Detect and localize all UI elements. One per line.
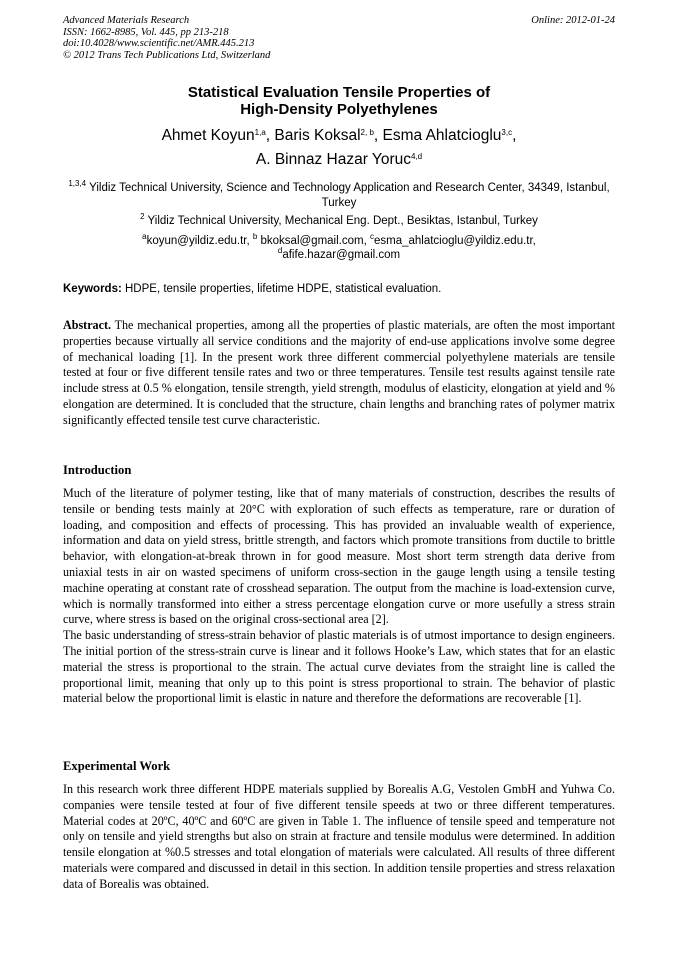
author-name: Ahmet Koyun bbox=[161, 127, 255, 144]
email-mark: a bbox=[142, 231, 147, 241]
affiliation-mark: 2 bbox=[140, 212, 145, 221]
paragraph: Much of the literature of polymer testing, like that of many materials of construction, describes the results of tensile or bending tests mainly at 20°C with exploration of such effects as temperature, rare or duration of loading, and composition and effects of processing. This has provided an invaluable wealth of experience, information and data on yield stress, brittle strength, and factors which promote transitions from ductile to brittle behavior, with elongation-at-break thrown in for good measure. Most short term strength data derive from uniaxial tests in air on wasted specimens of uniform cross-section in the gauge length using a tensile testing machine operating at constant rate of crosshead separation. The output from the machine is load-extension curve, which is normally transformed into either a stress percentage elongation curve or more usefully a stress strain curve, where stress is based on the original cross-sectional area [2]. bbox=[63, 486, 615, 627]
email-mark: b bbox=[252, 231, 258, 241]
email-address: koyun@yildiz.edu.tr, bbox=[146, 234, 253, 247]
author-separator: , bbox=[373, 127, 383, 144]
journal-header bbox=[63, 15, 615, 61]
email-mark: c bbox=[369, 231, 374, 241]
author-name: Baris Koksal bbox=[274, 127, 361, 144]
abstract-label: Abstract. bbox=[63, 318, 112, 332]
affiliation-text: Yildiz Technical University, Mechanical Eng. Dept., Besiktas, Istanbul, Turkey bbox=[144, 215, 538, 227]
author-emails bbox=[63, 231, 615, 262]
email-address: bkoksal@gmail.com, bbox=[257, 234, 370, 247]
email-address: esma_ahlatcioglu@yildiz.edu.tr, bbox=[373, 234, 536, 247]
paragraph: In this research work three different HDPE materials supplied by Borealis A.G, Vestolen GmbH and Yuhwa Co. companies were tensile tested at four of five different tensile speeds at two or three different temperatures. Material codes at 20ºC, 40ºC and 60ºC are given in Table 1. The influence of tensile speed and temperature not only on tensile and yield strengths but also on strain at fracture and tensile modulus were determined. In addition tensile elongation at %0.5 stresses and total elongation of materials were calculated. All results of three different materials were compared and discussed in detail in this section. In addition tensile properties and stress relaxation data of Borealis was obtained. bbox=[63, 782, 615, 891]
title-line-1: Statistical Evaluation Tensile Properties of bbox=[187, 84, 491, 101]
journal-name: Advanced Materials Research bbox=[63, 15, 190, 26]
keywords bbox=[63, 282, 615, 296]
affiliations bbox=[63, 181, 615, 262]
email-mark: d bbox=[277, 245, 283, 255]
paragraph: The basic understanding of stress-strain behavior of plastic materials is of utmost importance to design engineers. The initial portion of the stress-strain curve is linear and it follows Hooke’s Law, which states that for an elastic material the stress is proportional to the strain. The actual curve deviates from the straight line is called the proportional limit, meaning that only up to this point is stress proportional to strain. The behavior of plastic material below the proportional limit is elastic in nature and therefore the deformations are recoverable [1]. bbox=[63, 628, 615, 706]
author-name: A. Binnaz Hazar Yoruc bbox=[255, 151, 411, 168]
abstract bbox=[63, 318, 615, 429]
author-separator: , bbox=[512, 127, 517, 144]
author-separator: , bbox=[265, 127, 275, 144]
author-affiliation-mark: 3,c bbox=[501, 128, 513, 137]
introduction-body bbox=[63, 486, 615, 707]
affiliation-1 bbox=[63, 181, 615, 210]
author-affiliation-mark: 4,d bbox=[410, 152, 423, 161]
journal-doi: doi:10.4028/www.scientific.net/AMR.445.213 bbox=[63, 38, 255, 49]
authors-line-1 bbox=[0, 124, 678, 148]
keywords-label: Keywords: bbox=[63, 283, 122, 295]
author-list bbox=[0, 124, 678, 172]
keywords-text: HDPE, tensile properties, lifetime HDPE, statistical evaluation. bbox=[121, 283, 442, 295]
affiliation-2 bbox=[63, 214, 615, 229]
section-heading-introduction: Introduction bbox=[63, 463, 132, 477]
section-heading-experimental-work: Experimental Work bbox=[63, 759, 171, 773]
journal-copyright: © 2012 Trans Tech Publications Ltd, Switzerland bbox=[63, 49, 271, 61]
author-affiliation-mark: 1,a bbox=[254, 128, 266, 137]
authors-line-2 bbox=[0, 148, 678, 172]
abstract-paragraph bbox=[63, 318, 615, 429]
online-date: Online: 2012-01-24 bbox=[531, 15, 615, 26]
author-affiliation-mark: 2, b bbox=[360, 128, 374, 137]
affiliation-text: Yildiz Technical University, Science and Technology Application and Research Center, 34349, Istanbul, Turkey bbox=[86, 182, 610, 209]
email-address: afife.hazar@gmail.com bbox=[282, 248, 401, 261]
journal-issn: ISSN: 1662-8985, Vol. 445, pp 213-218 bbox=[63, 26, 229, 38]
abstract-text: The mechanical properties, among all the properties of plastic materials, are often the most important properties because virtually all service conditions and the majority of end-use applications involve some degree of mechanical loading [1]. In the present work three different commercial polyethylene materials are tensile tested at four or five different tensile rates and two or three temperatures. Tensile test results against tensile rate include stress at 0.5 % elongation, tensile strength, yield strength, modulus of elasticity, elongation at yield and % elongation are determined. It is concluded that the structure, chain lengths and branching rates of polymer matrix significantly effected tensile test curve characteristic. bbox=[63, 318, 615, 427]
paper-title bbox=[0, 84, 678, 118]
experimental-body bbox=[63, 782, 615, 893]
title-line-2: High-Density Polyethylenes bbox=[240, 101, 438, 118]
author-name: Esma Ahlatcioglu bbox=[382, 127, 502, 144]
affiliation-mark: 1,3,4 bbox=[68, 179, 87, 188]
